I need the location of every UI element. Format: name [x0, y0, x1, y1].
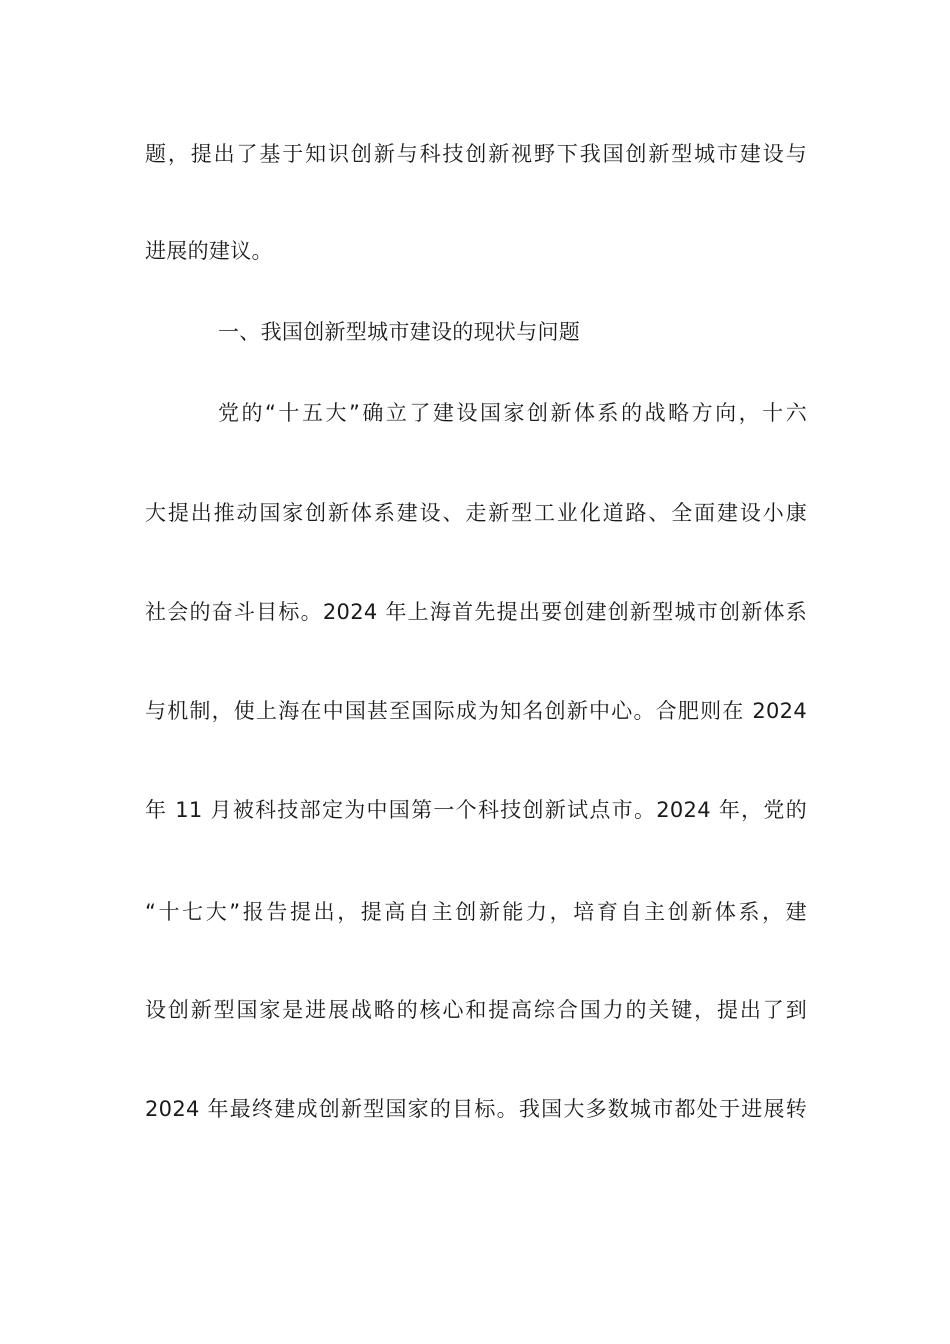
paragraph-line: 2024 年最终建成创新型国家的目标。我国大多数城市都处于进展转	[145, 1097, 807, 1121]
paragraph-line: 进展的建议。	[145, 239, 273, 263]
paragraph-line: 与机制，使上海在中国甚至国际成为知名创新中心。合肥则在 2024	[145, 699, 807, 723]
paragraph-line: “十七大”报告提出，提高自主创新能力，培育自主创新体系，建	[145, 900, 807, 924]
paragraph-line: 设创新型国家是进展战略的核心和提高综合国力的关键，提出了到	[145, 998, 807, 1022]
section-heading: 一、我国创新型城市建设的现状与问题	[218, 320, 581, 344]
paragraph-line: 大提出推动国家创新体系建设、走新型工业化道路、全面建设小康	[145, 501, 807, 525]
paragraph-line: 题，提出了基于知识创新与科技创新视野下我国创新型城市建设与	[145, 142, 807, 166]
paragraph-line: 党的“十五大”确立了建设国家创新体系的战略方向，十六	[218, 401, 807, 425]
paragraph-line: 社会的奋斗目标。2024 年上海首先提出要创建创新型城市创新体系	[145, 600, 807, 624]
paragraph-line: 年 11 月被科技部定为中国第一个科技创新试点市。2024 年，党的	[145, 798, 807, 822]
